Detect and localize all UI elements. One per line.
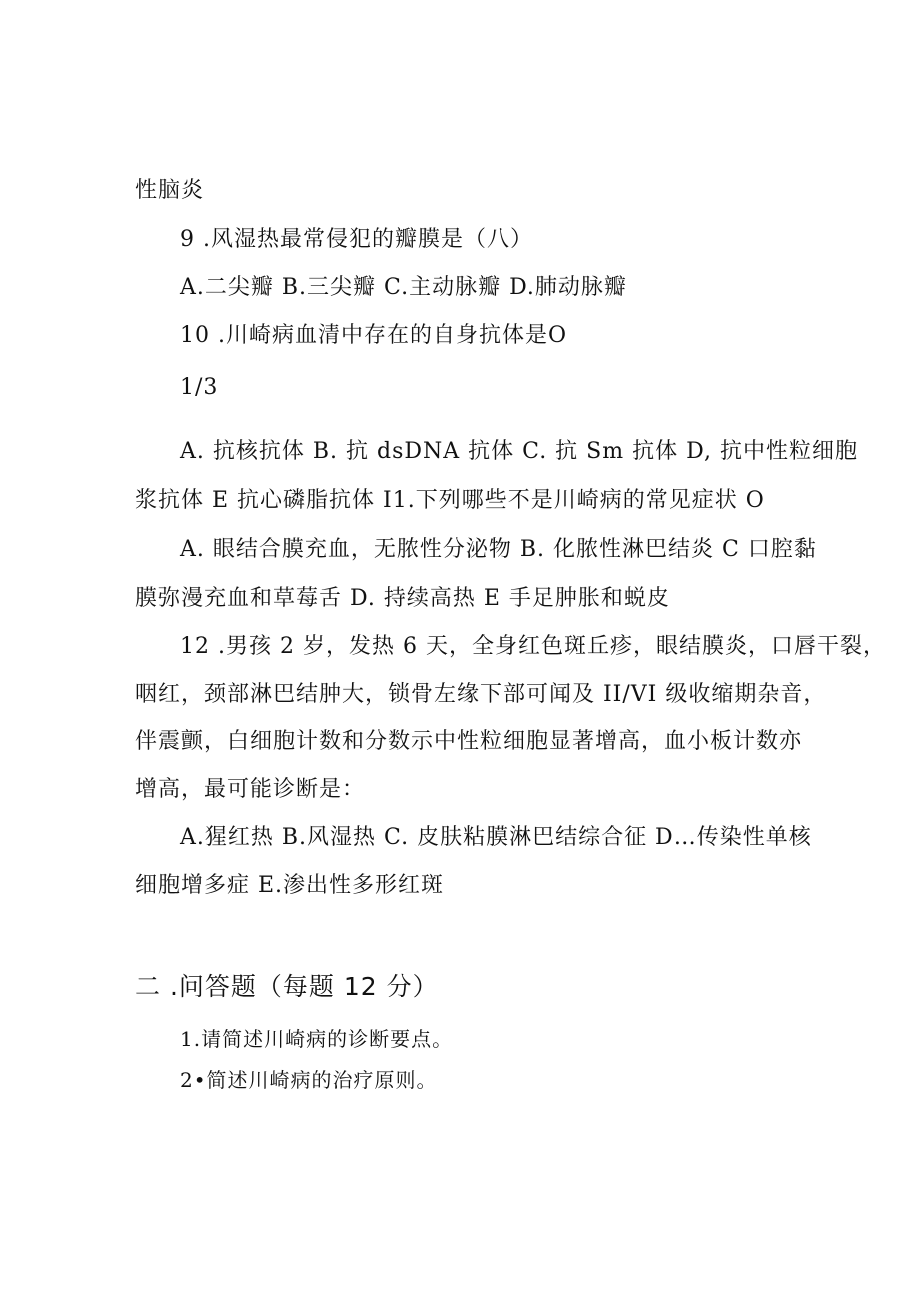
paragraph-line-4: 膜弥漫充血和草莓舌 D. 持续高热 E 手足肿胀和蜕皮 [135,586,670,611]
question-9-options: A.二尖瓣 B.三尖瓣 C.主动脉瓣 D.肺动脉瓣 [180,275,627,300]
paragraph-line-10: 细胞增多症 E.渗出性多形红斑 [135,873,445,898]
paragraph-line-1: A. 抗核抗体 B. 抗 dsDNA 抗体 C. 抗 Sm 抗体 D, 抗中性粒细胞 [180,439,858,464]
paragraph-line-2: 浆抗体 E 抗心磷脂抗体 I1.下列哪些不是川崎病的常见症状 O [135,488,765,513]
paragraph-line-5: 12 .男孩 2 岁，发热 6 天，全身红色斑丘疹，眼结膜炎，口唇干裂， [180,634,886,659]
paragraph-line-3: A. 眼结合膜充血，无脓性分泌物 B. 化脓性淋巴结炎 C 口腔黏 [180,537,817,562]
continuation-text: 性脑炎 [135,178,205,203]
paragraph-line-6: 咽红，颈部淋巴结肿大，锁骨左缘下部可闻及 II/VI 级收缩期杂音， [135,682,827,707]
question-9-stem: 9 .风湿热最常侵犯的瓣膜是（八） [180,227,533,252]
question-10-stem: 10 .川崎病血清中存在的自身抗体是O [180,323,568,348]
section-two-item-1: 1.请简述川崎病的诊断要点。 [180,1027,454,1051]
section-two-heading: 二 .问答题（每题 12 分） [135,972,439,1001]
paragraph-line-9: A.猩红热 B.风湿热 C. 皮肤粘膜淋巴结综合征 D…传染性单核 [180,825,812,850]
paragraph-line-8: 增高，最可能诊断是： [135,777,366,802]
section-two-item-2: 2•简述川崎病的治疗原则。 [180,1068,438,1092]
paragraph-line-7: 伴震颤，白细胞计数和分数示中性粒细胞显著增高，血小板计数亦 [135,729,803,754]
page-marker: 1/3 [180,375,219,400]
